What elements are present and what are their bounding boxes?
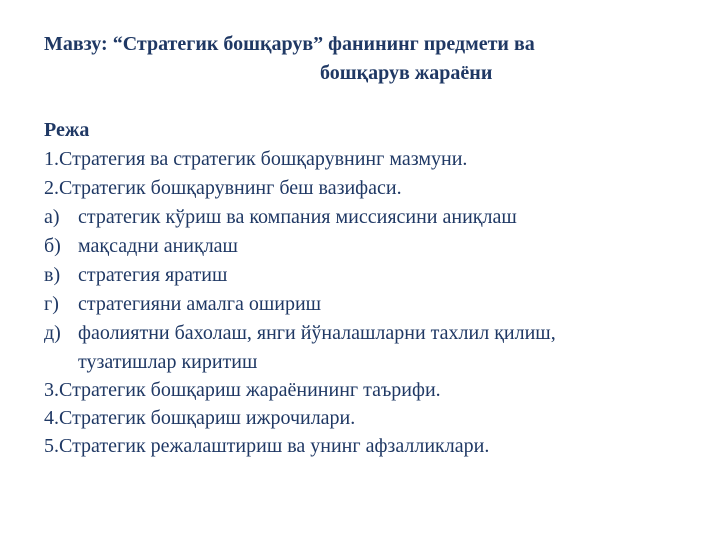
plan-item-4: 4.Стратегик бошқариш ижрочилари. [44,407,356,429]
subitem-marker: в) [44,264,61,286]
plan-subitem-d [44,321,556,345]
plan-heading: Режа [44,119,90,141]
plan-subitem-v [44,263,227,287]
subitem-text: стратегия яратиш [78,264,228,286]
subitem-text: мақсадни аниқлаш [78,235,238,257]
plan-item-2: 2.Стратегик бошқарувнинг беш вазифаси. [44,177,402,199]
subitem-text: фаолиятни бахолаш, янги йўналашларни тахлил қилиш, [78,322,556,344]
plan-subitem-g [44,292,321,316]
subitem-marker: а) [44,206,60,228]
subitem-text: стратегик кўриш ва компания миссиясини аниқлаш [78,206,517,228]
slide-title-line-1: Мавзу: “Стратегик бошқарув” фанининг предмети ва [44,33,535,55]
subitem-marker: д) [44,322,61,344]
slide-title-line-2: бошқарув жараёни [320,62,493,84]
plan-item-3: 3.Стратегик бошқариш жараёнининг таърифи. [44,379,441,401]
subitem-marker: г) [44,293,59,315]
plan-subitem-d-continuation: тузатишлар киритиш [78,351,258,373]
plan-item-5: 5.Стратегик режалаштириш ва унинг афзалликлари. [44,435,490,457]
plan-subitem-a [44,205,517,229]
subitem-marker: б) [44,235,61,257]
plan-item-1: 1.Стратегия ва стратегик бошқарувнинг мазмуни. [44,148,468,170]
subitem-text: стратегияни амалга ошириш [78,293,322,315]
plan-subitem-b [44,234,238,258]
